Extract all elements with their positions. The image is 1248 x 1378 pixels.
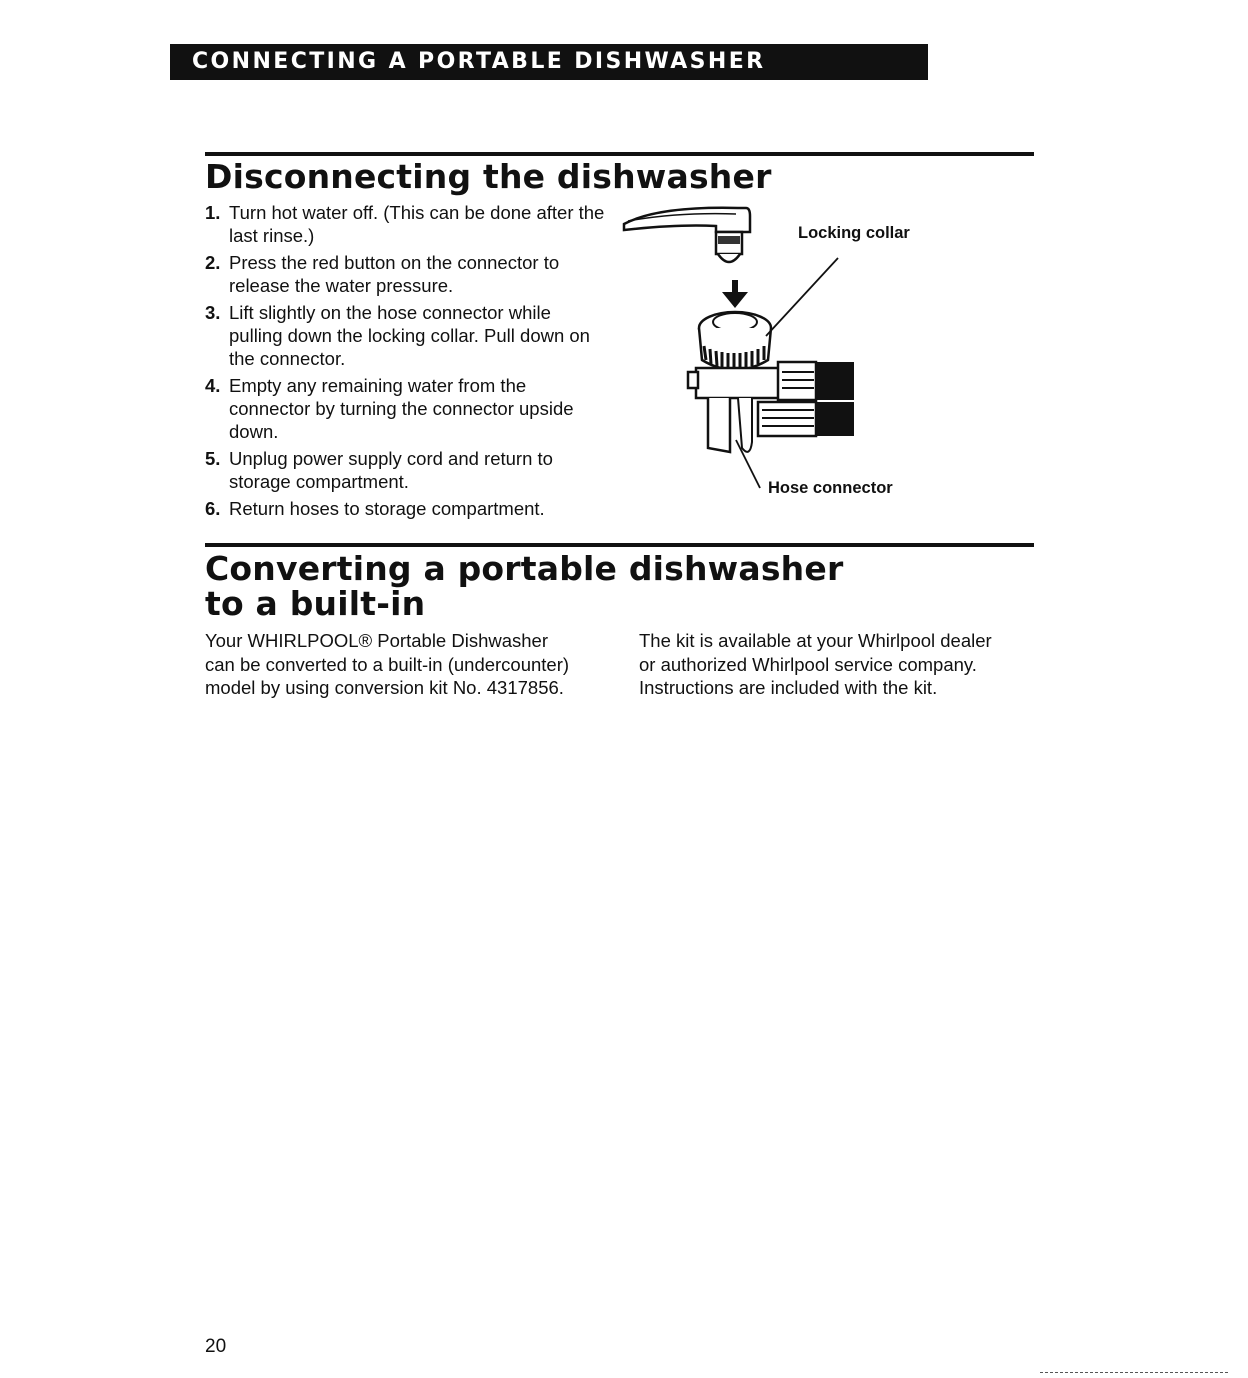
hose-connector-label: Hose connector bbox=[768, 479, 893, 497]
step-text: Return hoses to storage compartment. bbox=[229, 498, 545, 519]
list-item bbox=[205, 447, 605, 493]
step-text: Unplug power supply cord and return to storage compartment. bbox=[229, 448, 553, 492]
step-text: Press the red button on the connector to release the water pressure. bbox=[229, 252, 560, 296]
converting-title-line2: to a built-in bbox=[205, 584, 426, 623]
step-number: 6. bbox=[205, 498, 221, 519]
converting-title-line1: Converting a portable dishwasher bbox=[205, 549, 844, 588]
list-item bbox=[205, 201, 605, 247]
page-number: 20 bbox=[205, 1336, 227, 1357]
list-item bbox=[205, 251, 605, 297]
step-number: 4. bbox=[205, 375, 221, 396]
faucet-connector-illustration bbox=[618, 196, 1038, 516]
locking-collar-label: Locking collar bbox=[798, 224, 910, 242]
step-text: Turn hot water off. (This can be done after the last rinse.) bbox=[229, 202, 605, 246]
list-item bbox=[205, 497, 605, 520]
section-rule-bottom bbox=[205, 543, 1034, 547]
step-text: Lift slightly on the hose connector while pulling down the locking collar. Pull down on the connector. bbox=[229, 302, 590, 369]
converting-paragraph-right: The kit is available at your Whirlpool dealer or authorized Whirlpool service company. Instructions are included with the kit. bbox=[639, 630, 992, 698]
footer-line bbox=[1040, 1372, 1228, 1374]
faucet-connector-drawing bbox=[618, 196, 1038, 516]
step-number: 2. bbox=[205, 252, 221, 273]
section-rule-top bbox=[205, 152, 1034, 156]
disconnecting-title: Disconnecting the dishwasher bbox=[205, 157, 772, 196]
step-number: 3. bbox=[205, 302, 221, 323]
section-banner: CONNECTING A PORTABLE DISHWASHER bbox=[170, 44, 928, 80]
step-number: 5. bbox=[205, 448, 221, 469]
step-text: Empty any remaining water from the connector by turning the connector upside down. bbox=[229, 375, 574, 442]
converting-paragraph-left: Your WHIRLPOOL® Portable Dishwasher can be converted to a built-in (undercounter) model by using conversion kit No. 4317856. bbox=[205, 630, 570, 698]
disconnect-steps-list bbox=[205, 201, 605, 524]
step-number: 1. bbox=[205, 202, 221, 223]
list-item bbox=[205, 374, 605, 443]
list-item bbox=[205, 301, 605, 370]
